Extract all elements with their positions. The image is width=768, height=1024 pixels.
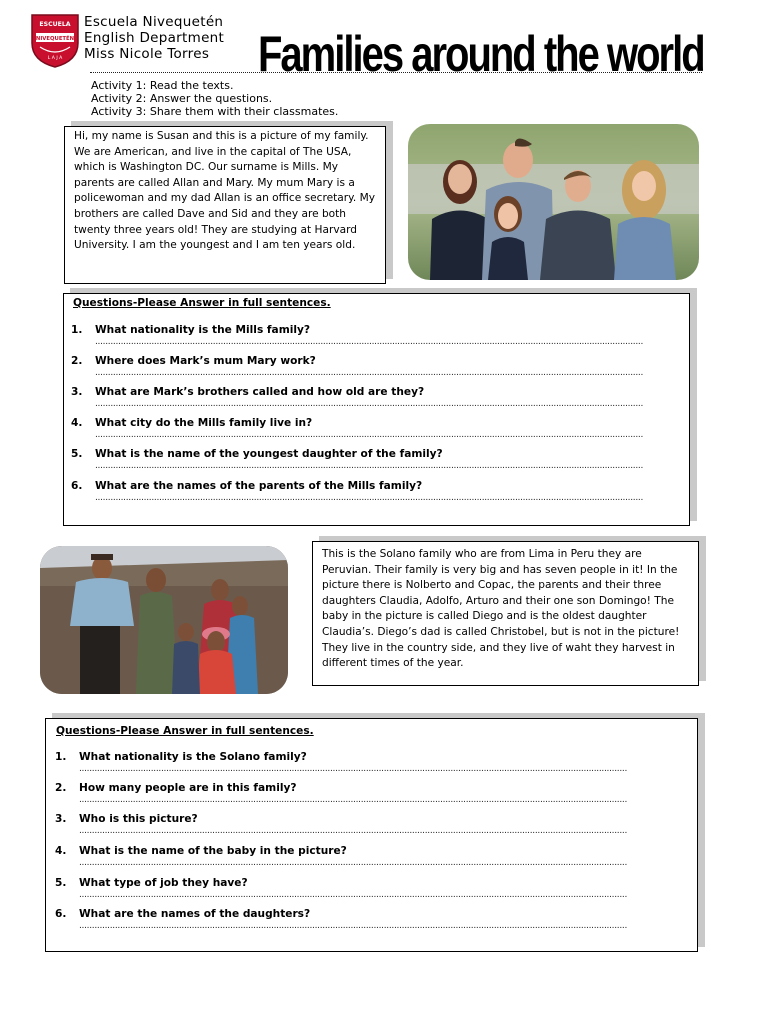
answer-line[interactable]: ...................................................................................................................................................................................................................... — [95, 337, 644, 347]
answer-line[interactable]: ...................................................................................................................................................................................................................... — [95, 461, 644, 471]
mills-family-photo — [408, 124, 699, 280]
solano-questions-box — [45, 718, 698, 952]
question-item — [71, 416, 671, 440]
question-number: 4. — [71, 417, 83, 429]
questions-title: Questions-Please Answer in full sentences. — [73, 297, 331, 309]
answer-line[interactable]: ...................................................................................................................................................................................................................... — [95, 430, 644, 440]
answer-line[interactable]: ...................................................................................................................................................................................................................... — [95, 399, 644, 409]
questions-title: Questions-Please Answer in full sentences. — [56, 725, 314, 737]
activity-item: Activity 2: Answer the questions. — [91, 92, 273, 105]
question-item — [55, 812, 675, 836]
answer-line[interactable]: ...................................................................................................................................................................................................................... — [79, 890, 628, 900]
question-text: What is the name of the baby in the picture? — [79, 845, 347, 857]
answer-line[interactable]: ...................................................................................................................................................................................................................... — [79, 826, 628, 836]
teacher-name: Miss Nicole Torres — [84, 46, 210, 62]
question-text: How many people are in this family? — [79, 782, 297, 794]
question-text: What are the names of the daughters? — [79, 908, 311, 920]
question-number: 6. — [55, 908, 67, 920]
question-text: What type of job they have? — [79, 877, 248, 889]
question-number: 1. — [71, 324, 83, 336]
question-number: 5. — [55, 877, 67, 889]
question-item — [71, 323, 671, 347]
question-item — [55, 750, 675, 774]
question-item — [71, 479, 671, 503]
question-item — [71, 354, 671, 378]
activity-list — [91, 79, 338, 118]
page-title: Families around the world — [258, 26, 704, 82]
answer-line[interactable]: ...................................................................................................................................................................................................................... — [95, 493, 644, 503]
question-text: What nationality is the Solano family? — [79, 751, 307, 763]
question-item — [71, 447, 671, 471]
answer-line[interactable]: ...................................................................................................................................................................................................................... — [79, 858, 628, 868]
answer-line[interactable]: ...................................................................................................................................................................................................................... — [79, 921, 628, 931]
question-text: What are the names of the parents of the Mills family? — [95, 480, 423, 492]
question-number: 1. — [55, 751, 67, 763]
solano-family-text: This is the Solano family who are from Lima in Peru they are Peruvian. Their family is very big and has seven people in it! In the picture there is Nolberto and Copac, the parents and their three daughters Claudia, Adolfo, Arturo and their one son Domingo! The baby in the picture is called Diego and is the oldest daughter Claudia’s. Diego’s dad is called Christobel, but is not in the picture! They live in the country side, and they live of waht they harvest in different times of the year. — [322, 548, 680, 670]
question-item — [55, 907, 675, 931]
svg-text:NIVEQUETÉN: NIVEQUETÉN — [35, 36, 75, 43]
question-text: Who is this picture? — [79, 813, 198, 825]
department-name: English Department — [84, 30, 225, 46]
question-text: What nationality is the Mills family? — [95, 324, 311, 336]
question-text: What is the name of the youngest daughter of the family? — [95, 448, 443, 460]
svg-text:ESCUELA: ESCUELA — [39, 21, 71, 28]
question-number: 6. — [71, 480, 83, 492]
answer-line[interactable]: ...................................................................................................................................................................................................................... — [79, 795, 628, 805]
question-text: What are Mark’s brothers called and how old are they? — [95, 386, 425, 398]
question-number: 2. — [71, 355, 83, 367]
school-name: Escuela Nivequetén — [84, 14, 224, 30]
question-number: 5. — [71, 448, 83, 460]
question-number: 4. — [55, 845, 67, 857]
school-logo — [30, 13, 80, 69]
title-divider — [90, 72, 702, 73]
solano-family-photo — [40, 546, 288, 694]
question-item — [71, 385, 671, 409]
question-item — [55, 781, 675, 805]
question-number: 3. — [55, 813, 67, 825]
mills-text-box — [64, 126, 386, 284]
answer-line[interactable]: ...................................................................................................................................................................................................................... — [95, 368, 644, 378]
question-item — [55, 876, 675, 900]
mills-questions-box — [63, 293, 690, 526]
solano-text-box — [312, 541, 699, 686]
mills-family-text: Hi, my name is Susan and this is a picture of my family. We are American, and live in the capital of The USA, which is Washington DC. Our surname is Mills. My parents are called Allan and Mary. My mum Mary is a policewoman and my dad Allan is an office secretary. My brothers are called Dave and Sid and they are both twenty three years old! They are studying at Harvard University. I am the youngest and I am ten years old. — [74, 130, 375, 252]
question-item — [55, 844, 675, 868]
question-number: 3. — [71, 386, 83, 398]
svg-text:L A J A: L A J A — [47, 56, 63, 61]
question-text: What city do the Mills family live in? — [95, 417, 313, 429]
answer-line[interactable]: ...................................................................................................................................................................................................................... — [79, 764, 628, 774]
activity-item: Activity 1: Read the texts. — [91, 79, 234, 92]
question-number: 2. — [55, 782, 67, 794]
question-text: Where does Mark’s mum Mary work? — [95, 355, 316, 367]
activity-item: Activity 3: Share them with their classmates. — [91, 105, 339, 118]
